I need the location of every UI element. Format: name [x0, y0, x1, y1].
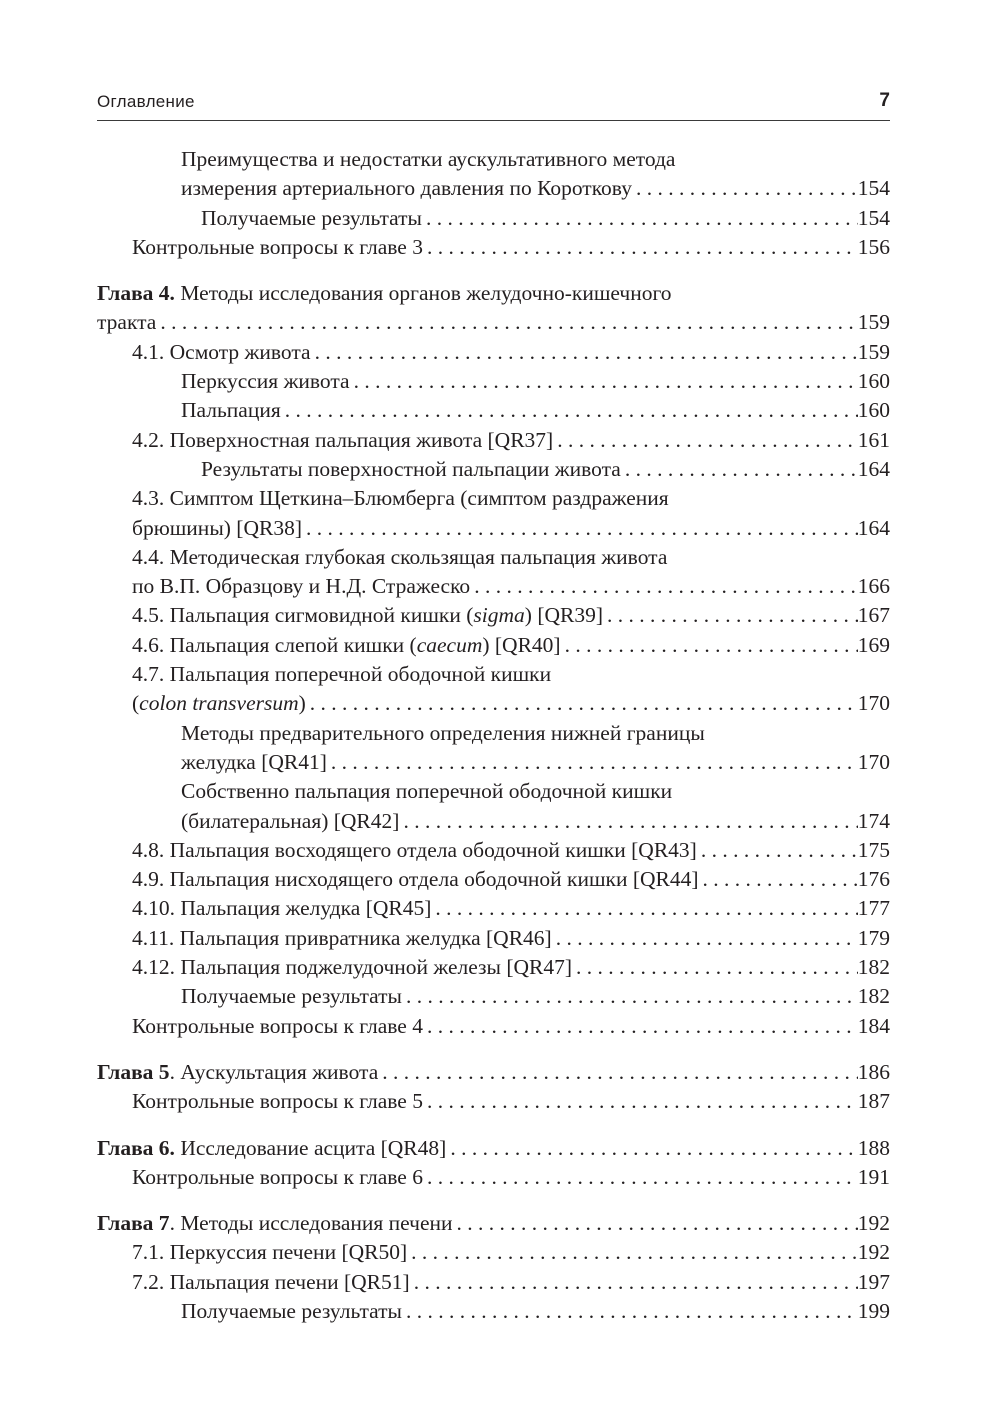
toc-page-number: 170 [857, 691, 890, 716]
chapter-label: Глава 4. [97, 281, 175, 306]
toc-entry-text: Получаемые результаты [181, 1298, 402, 1323]
dot-leader [632, 174, 858, 203]
toc-page-number: 175 [857, 837, 890, 862]
dot-leader [402, 1297, 858, 1326]
table-of-contents [97, 145, 890, 1326]
toc-entry-text: 4.9. Пальпация нисходящего отдела ободочной кишки [QR44] [132, 867, 699, 892]
toc-entry[interactable] [97, 1238, 890, 1267]
dot-leader [399, 807, 857, 836]
dot-leader [423, 1163, 858, 1192]
toc-page-number: 182 [857, 984, 890, 1009]
dot-leader [302, 514, 858, 543]
dot-leader [402, 982, 858, 1011]
toc-page-number: 197 [857, 1269, 890, 1294]
dot-leader [281, 396, 858, 425]
dot-leader [453, 1209, 858, 1238]
toc-entry-text: Контрольные вопросы к главе 5 [132, 1089, 423, 1114]
toc-entry-text: (билатеральная) [QR42] [181, 808, 400, 833]
dot-leader [603, 601, 858, 630]
toc-page-number: 176 [857, 867, 890, 892]
toc-entry[interactable] [97, 455, 890, 484]
toc-entry-text: Получаемые результаты [201, 205, 422, 230]
toc-page-number: 199 [857, 1298, 890, 1323]
toc-entry[interactable] [97, 1297, 890, 1326]
dot-leader [422, 204, 858, 233]
dot-leader [423, 1087, 858, 1116]
toc-entry-text: Пальпация [181, 398, 281, 423]
dot-leader [410, 1268, 858, 1297]
toc-page-number: 170 [857, 749, 890, 774]
dot-leader [311, 338, 858, 367]
toc-page-number: 169 [857, 632, 890, 657]
toc-entry-text: брюшины) [QR38] [132, 515, 302, 540]
toc-entry-text: тракта [97, 310, 157, 335]
toc-entry-text: 4.11. Пальпация привратника желудка [QR46] [132, 925, 552, 950]
chapter-title: . Аускультация живота [169, 1059, 379, 1084]
toc-entry[interactable] [97, 953, 890, 982]
dot-leader [470, 572, 858, 601]
toc-entry-text: 7.2. Пальпация печени [QR51] [132, 1269, 410, 1294]
toc-entry-text: Методы предварительного определения нижней границы [181, 720, 705, 745]
toc-entry[interactable] [97, 233, 890, 262]
toc-page-number: 161 [857, 427, 890, 452]
dot-leader [423, 1012, 858, 1041]
toc-entry-text: ) [QR40] [482, 632, 561, 657]
toc-entry[interactable] [97, 777, 890, 836]
latin-term: sigma [473, 603, 525, 628]
toc-page-number: 156 [857, 234, 890, 259]
toc-entry-text: 4.10. Пальпация желудка [QR45] [132, 896, 432, 921]
toc-entry-text: Контрольные вопросы к главе 3 [132, 234, 423, 259]
toc-entry-text: 4.3. Симптом Щеткина–Блюмберга (симптом раздражения [132, 486, 669, 511]
toc-entry[interactable] [97, 145, 890, 204]
toc-entry-text: ) [QR39] [524, 603, 604, 628]
toc-chapter-6[interactable] [97, 1134, 890, 1163]
dot-leader [446, 1134, 857, 1163]
toc-entry[interactable] [97, 894, 890, 923]
toc-page-number: 191 [857, 1164, 890, 1189]
toc-page-number: 160 [857, 398, 890, 423]
toc-entry[interactable] [97, 1268, 890, 1297]
page-number: 7 [879, 90, 890, 111]
toc-entry-text: Результаты поверхностной пальпации живота [201, 456, 621, 481]
running-header [97, 90, 890, 121]
toc-entry-text: Преимущества и недостатки аускультативного метода [181, 147, 676, 171]
toc-entry-text: Получаемые результаты [181, 984, 402, 1009]
toc-page-number: 154 [857, 205, 890, 230]
chapter-label: Глава 5 [97, 1059, 170, 1084]
dot-leader [378, 1058, 858, 1087]
dot-leader [552, 924, 858, 953]
toc-page-number: 174 [857, 808, 890, 833]
toc-entry-text: 4.4. Методическая глубокая скользящая пальпация живота [132, 544, 668, 569]
dot-leader [306, 689, 858, 718]
toc-entry[interactable] [97, 660, 890, 719]
toc-page-number: 154 [857, 176, 890, 201]
latin-term: colon transversum [139, 691, 299, 716]
toc-entry[interactable] [97, 338, 890, 367]
toc-entry-text: ( [132, 691, 140, 716]
toc-entry[interactable] [97, 982, 890, 1011]
chapter-title: Методы исследования органов желудочно-кишечного [174, 281, 672, 306]
toc-page-number: 177 [857, 896, 890, 921]
toc-entry[interactable] [97, 631, 890, 660]
toc-page-number: 166 [857, 574, 890, 599]
toc-entry-text: Контрольные вопросы к главе 6 [132, 1164, 423, 1189]
toc-entry[interactable] [97, 601, 890, 630]
toc-page-number: 192 [857, 1240, 890, 1265]
toc-entry-text: по В.П. Образцову и Н.Д. Стражеско [132, 574, 471, 599]
dot-leader [423, 233, 858, 262]
toc-entry[interactable] [97, 865, 890, 894]
toc-page-number: 159 [857, 310, 890, 335]
toc-entry[interactable] [97, 204, 890, 233]
toc-page-number: 159 [857, 339, 890, 364]
toc-entry[interactable] [97, 1012, 890, 1041]
dot-leader [561, 631, 858, 660]
toc-entry[interactable] [97, 396, 890, 425]
toc-entry-text: 4.2. Поверхностная пальпация живота [QR37] [132, 427, 554, 452]
chapter-label: Глава 6. [97, 1135, 175, 1160]
toc-page-number: 188 [857, 1135, 890, 1160]
toc-entry[interactable] [97, 1087, 890, 1116]
chapter-title: . Методы исследования печени [169, 1211, 453, 1236]
toc-entry-text: измерения артериального давления по Короткову [181, 176, 632, 201]
dot-leader [621, 455, 858, 484]
dot-leader [431, 894, 857, 923]
toc-chapter-5[interactable] [97, 1058, 890, 1087]
dot-leader [699, 865, 858, 894]
toc-entry-text: 4.6. Пальпация слепой кишки ( [132, 632, 417, 657]
toc-entry-text: Перкуссия живота [181, 369, 350, 394]
toc-page-number: 164 [857, 515, 890, 540]
dot-leader [572, 953, 858, 982]
toc-page-number: 160 [857, 369, 890, 394]
toc-entry[interactable] [97, 426, 890, 455]
toc-entry[interactable] [97, 836, 890, 865]
toc-page-number: 186 [857, 1059, 890, 1084]
toc-page-number: 179 [857, 925, 890, 950]
toc-entry-text: Контрольные вопросы к главе 4 [132, 1013, 423, 1038]
toc-entry-text: 4.8. Пальпация восходящего отдела ободочной кишки [QR43] [132, 837, 697, 862]
toc-page-number: 192 [857, 1211, 890, 1236]
toc-entry-text: желудка [QR41] [181, 749, 327, 774]
toc-page-number: 167 [857, 603, 890, 628]
toc-page-number: 184 [857, 1013, 890, 1038]
toc-page-number: 187 [857, 1089, 890, 1114]
toc-entry[interactable] [97, 367, 890, 396]
dot-leader [407, 1238, 858, 1267]
chapter-label: Глава 7 [97, 1211, 170, 1236]
dot-leader [697, 836, 858, 865]
toc-entry[interactable] [97, 543, 890, 602]
toc-entry[interactable] [97, 719, 890, 778]
header-title: Оглавление [97, 92, 195, 111]
toc-entry-text: 7.1. Перкуссия печени [QR50] [132, 1240, 408, 1265]
dot-leader [350, 367, 858, 396]
dot-leader [553, 426, 858, 455]
toc-entry[interactable] [97, 1163, 890, 1192]
toc-entry-text: 4.1. Осмотр живота [132, 339, 311, 364]
toc-page-number: 164 [857, 456, 890, 481]
toc-entry-text: 4.5. Пальпация сигмовидной кишки ( [132, 603, 474, 628]
latin-term: caecum [416, 632, 483, 657]
toc-chapter-7[interactable] [97, 1209, 890, 1238]
toc-entry[interactable] [97, 924, 890, 953]
toc-entry-text: Собственно пальпация поперечной ободочной кишки [181, 779, 673, 804]
dot-leader [156, 308, 857, 337]
toc-entry-text: 4.7. Пальпация поперечной ободочной кишки [132, 662, 552, 687]
toc-page-number: 182 [857, 955, 890, 980]
toc-entry-text: ) [298, 691, 306, 716]
dot-leader [327, 748, 858, 777]
toc-chapter-4[interactable] [97, 279, 890, 338]
toc-entry[interactable] [97, 484, 890, 543]
chapter-title: Исследование асцита [QR48] [174, 1135, 447, 1160]
toc-entry-text: 4.12. Пальпация поджелудочной железы [QR47] [132, 955, 573, 980]
